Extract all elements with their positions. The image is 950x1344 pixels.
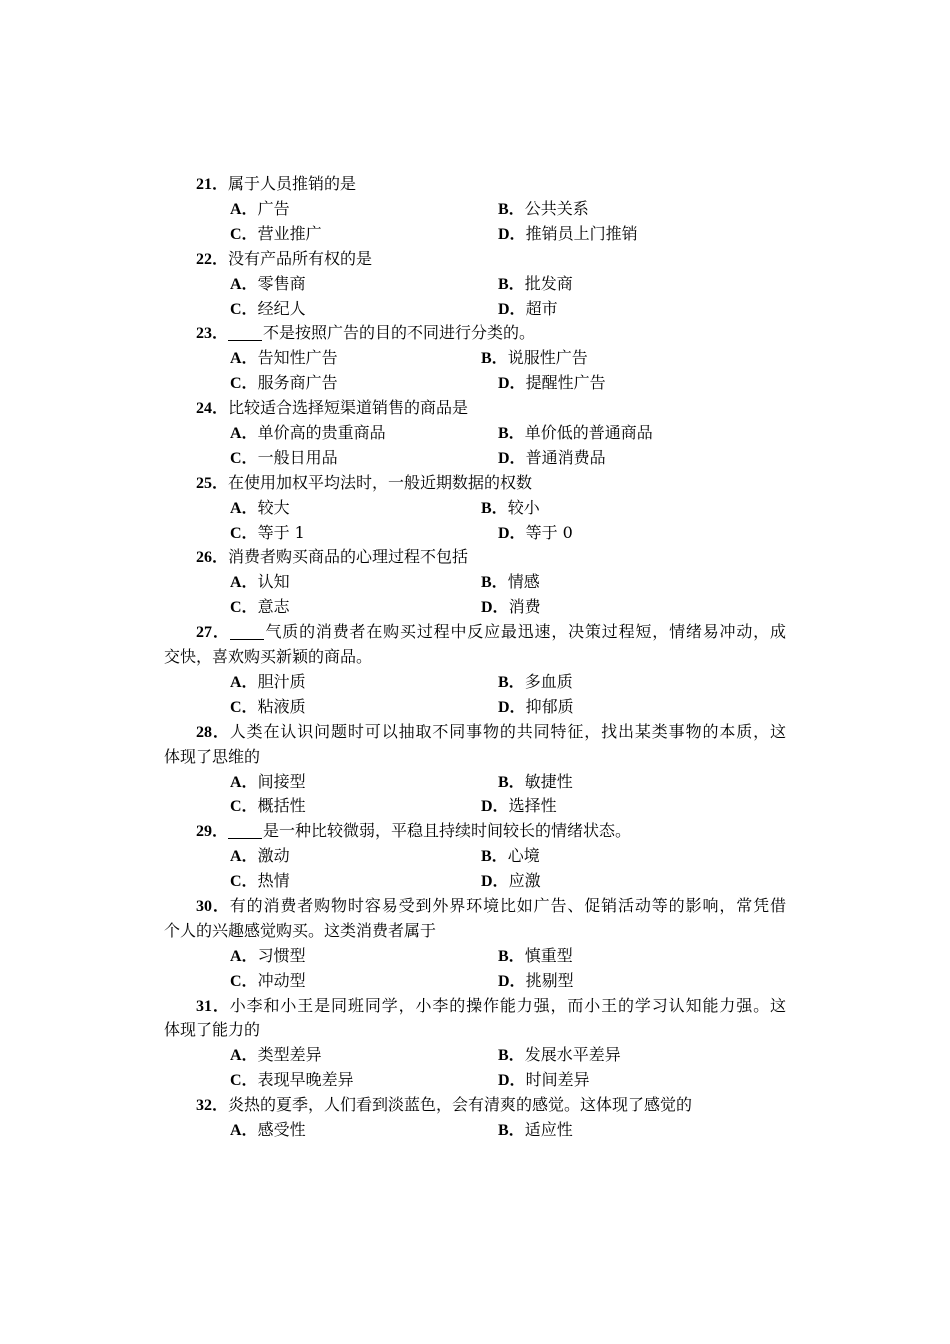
option-b: B．发展水平差异 xyxy=(498,1045,621,1064)
option-a: A．类型差异 xyxy=(230,1045,322,1064)
option-d: D．应激 xyxy=(481,871,541,890)
question-stem: 小李和小王是同班同学，小李的操作能力强，而小王的学习认知能力强。这 xyxy=(229,996,786,1015)
answer-blank xyxy=(228,323,262,341)
question-30: 30．有的消费者购物时容易受到外界环境比如广告、促销活动等的影响，常凭借 xyxy=(196,896,786,915)
answer-blank xyxy=(230,622,264,640)
option-c: C．热情 xyxy=(230,871,290,890)
question-number: 31 xyxy=(196,998,212,1015)
option-d: D．消费 xyxy=(481,597,541,616)
question-stem-continued: 体现了能力的 xyxy=(164,1020,261,1039)
question-number: 25 xyxy=(196,475,212,492)
question-stem-continued: 体现了思维的 xyxy=(164,747,261,766)
option-c: C．冲动型 xyxy=(230,971,306,990)
question-24: 24．比较适合选择短渠道销售的商品是 xyxy=(196,398,469,417)
option-b: B．说服性广告 xyxy=(481,348,588,367)
option-b: B．批发商 xyxy=(498,274,573,293)
question-32: 32．炎热的夏季，人们看到淡蓝色，会有清爽的感觉。这体现了感觉的 xyxy=(196,1095,693,1114)
question-stem: 有的消费者购物时容易受到外界环境比如广告、促销活动等的影响，常凭借 xyxy=(229,896,786,915)
option-c: C．一般日用品 xyxy=(230,448,338,467)
question-number: 29 xyxy=(196,823,212,840)
question-stem: 炎热的夏季，人们看到淡蓝色，会有清爽的感觉。这体现了感觉的 xyxy=(228,1095,693,1114)
question-stem: 不是按照广告的目的不同进行分类的。 xyxy=(263,323,536,342)
option-c: C．粘液质 xyxy=(230,697,306,716)
question-number: 27 xyxy=(196,624,212,641)
option-a: A．告知性广告 xyxy=(230,348,338,367)
question-26: 26．消费者购买商品的心理过程不包括 xyxy=(196,547,469,566)
question-number: 22 xyxy=(196,251,212,268)
option-d: D．提醒性广告 xyxy=(498,373,606,392)
option-d: D．选择性 xyxy=(481,796,557,815)
option-c: C．营业推广 xyxy=(230,224,322,243)
question-number: 26 xyxy=(196,549,212,566)
question-stem: 在使用加权平均法时，一般近期数据的权数 xyxy=(228,473,533,492)
option-a: A．广告 xyxy=(230,199,290,218)
option-d: D．抑郁质 xyxy=(498,697,574,716)
question-stem: 是一种比较微弱，平稳且持续时间较长的情绪状态。 xyxy=(263,821,632,840)
option-a: A．单价高的贵重商品 xyxy=(230,423,386,442)
option-b: B．多血质 xyxy=(498,672,573,691)
question-28: 28．人类在认识问题时可以抽取不同事物的共同特征，找出某类事物的本质，这 xyxy=(196,722,786,741)
option-a: A．激动 xyxy=(230,846,290,865)
question-stem-continued: 交快，喜欢购买新颖的商品。 xyxy=(164,647,373,666)
option-c: C．等于 1 xyxy=(230,523,305,542)
question-22: 22．没有产品所有权的是 xyxy=(196,249,373,268)
option-d: D．超市 xyxy=(498,299,558,318)
question-29: 29． 是一种比较微弱，平稳且持续时间较长的情绪状态。 xyxy=(196,821,632,840)
option-d: D．时间差异 xyxy=(498,1070,590,1089)
option-d: D．普通消费品 xyxy=(498,448,606,467)
option-a: A．认知 xyxy=(230,572,290,591)
question-number: 21 xyxy=(196,176,212,193)
question-number: 28 xyxy=(196,724,212,741)
question-stem: 人类在认识问题时可以抽取不同事物的共同特征，找出某类事物的本质，这 xyxy=(229,722,786,741)
option-a: A．感受性 xyxy=(230,1120,306,1139)
option-b: B．情感 xyxy=(481,572,540,591)
option-b: B．较小 xyxy=(481,498,540,517)
question-stem: 消费者购买商品的心理过程不包括 xyxy=(228,547,469,566)
question-number: 32 xyxy=(196,1097,212,1114)
option-d: D．挑剔型 xyxy=(498,971,574,990)
option-d: D．推销员上门推销 xyxy=(498,224,638,243)
option-a: A．习惯型 xyxy=(230,946,306,965)
option-b: B．心境 xyxy=(481,846,540,865)
question-21: 21．属于人员推销的是 xyxy=(196,174,357,193)
question-number: 23 xyxy=(196,325,212,342)
question-27: 27． 气质的消费者在购买过程中反应最迅速，决策过程短，情绪易冲动，成 xyxy=(196,622,786,641)
question-stem: 气质的消费者在购买过程中反应最迅速，决策过程短，情绪易冲动，成 xyxy=(264,622,786,641)
question-number: 24 xyxy=(196,400,212,417)
question-stem: 没有产品所有权的是 xyxy=(228,249,373,268)
option-c: C．意志 xyxy=(230,597,290,616)
question-23: 23． 不是按照广告的目的不同进行分类的。 xyxy=(196,323,536,342)
answer-blank xyxy=(228,821,262,839)
option-b: B．单价低的普通商品 xyxy=(498,423,653,442)
option-b: B．敏捷性 xyxy=(498,772,573,791)
option-c: C．表现早晚差异 xyxy=(230,1070,354,1089)
option-b: B．公共关系 xyxy=(498,199,589,218)
option-c: C．服务商广告 xyxy=(230,373,338,392)
option-d: D．等于 0 xyxy=(498,523,573,542)
option-c: C．概括性 xyxy=(230,796,306,815)
question-25: 25．在使用加权平均法时，一般近期数据的权数 xyxy=(196,473,533,492)
option-a: A．零售商 xyxy=(230,274,306,293)
question-number: 30 xyxy=(196,898,212,915)
question-stem-continued: 个人的兴趣感觉购买。这类消费者属于 xyxy=(164,921,437,940)
option-b: B．适应性 xyxy=(498,1120,573,1139)
question-stem: 比较适合选择短渠道销售的商品是 xyxy=(228,398,469,417)
question-stem: 属于人员推销的是 xyxy=(228,174,357,193)
option-c: C．经纪人 xyxy=(230,299,306,318)
option-a: A．胆汁质 xyxy=(230,672,306,691)
question-31: 31．小李和小王是同班同学，小李的操作能力强，而小王的学习认知能力强。这 xyxy=(196,996,786,1015)
option-a: A．间接型 xyxy=(230,772,306,791)
option-b: B．慎重型 xyxy=(498,946,573,965)
option-a: A．较大 xyxy=(230,498,290,517)
